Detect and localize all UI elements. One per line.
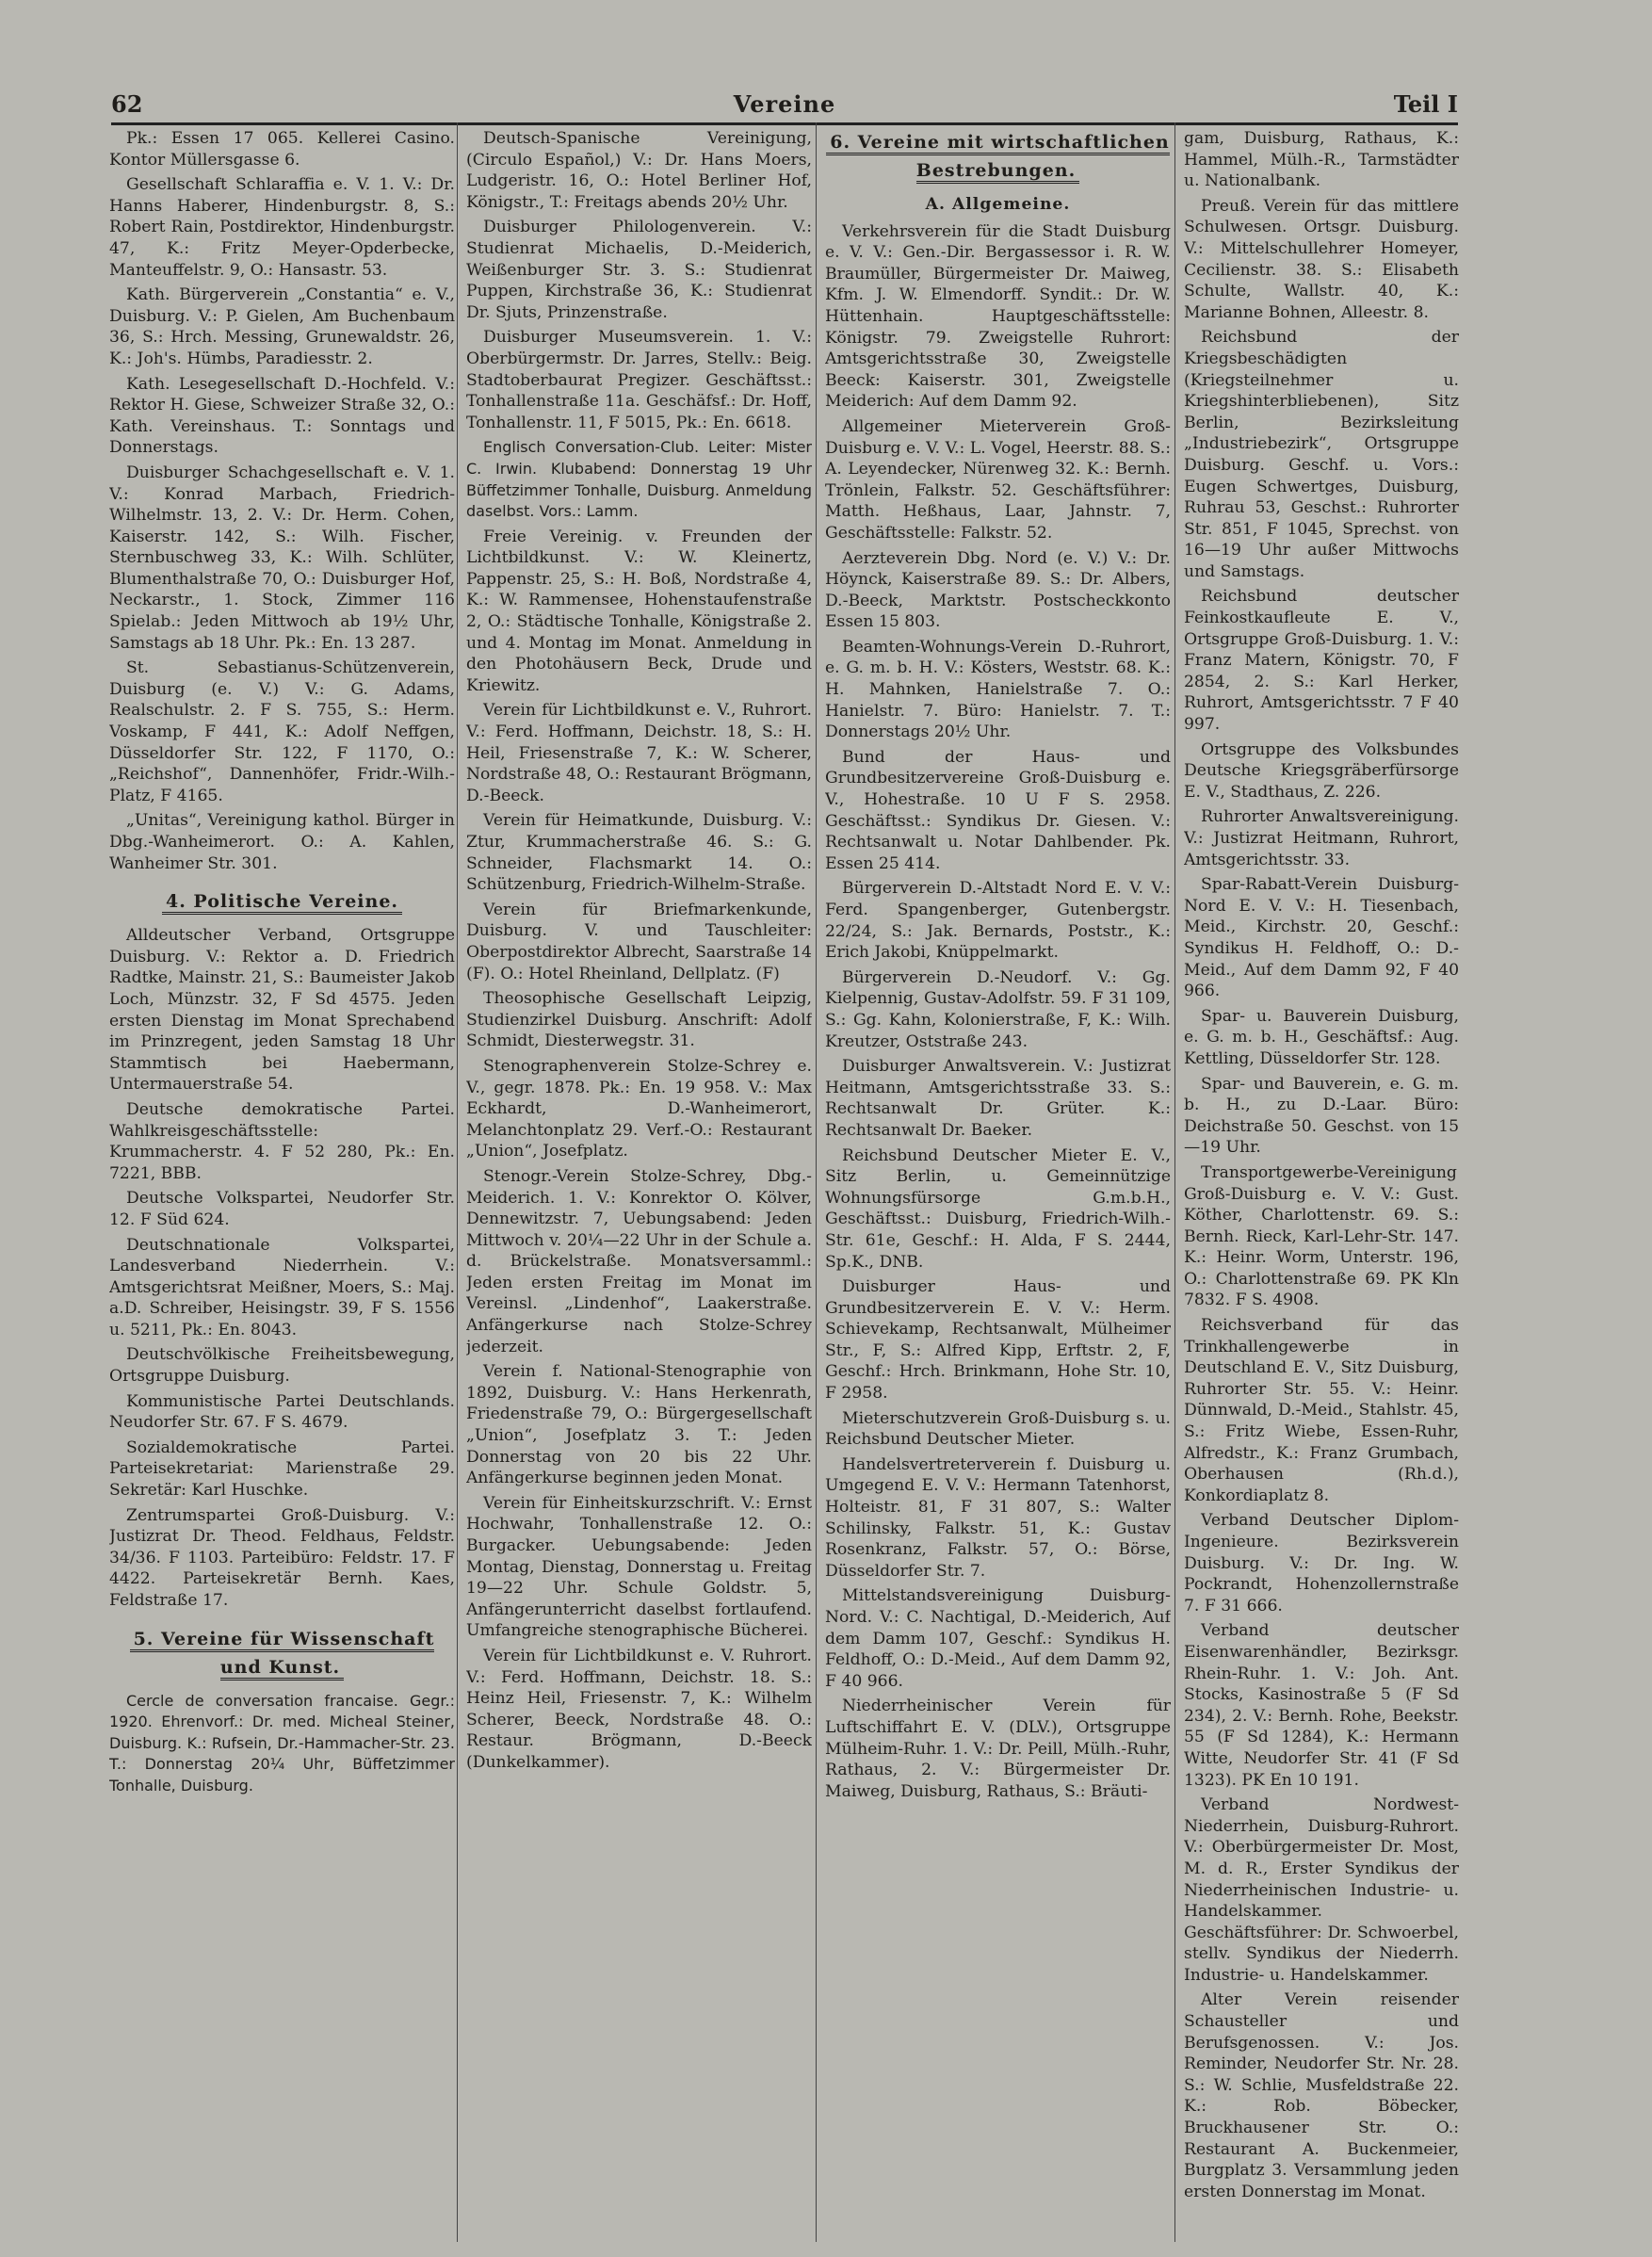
entry: Reichsverband für das Trinkhallengewerbe in Deutschland E. V., Sitz Duisburg, Ruhrorter Str. 55. V.: Heinr. Dünnwald, D.-Meid., Stahlstr. 45, S.: Fritz Wiebe, Essen-Ruhr, Alfredstr., K.: Franz Grumbach, Oberhausen (Rh.d.), Konkordiaplatz 8.: [1184, 1316, 1459, 1505]
entry: Verkehrsverein für die Stadt Duisburg e. V. V.: Gen.-Dir. Bergassessor i. R. W. Braumüller, Bürgermeister Dr. Maiweg, Kfm. J. W. Elmendorff. Syndit.: Dr. W. Hüttenhain. Hauptgeschäftsstelle: Königstr. 79. Zweigstelle Ruhrort: Amtsgerichtsstraße 30, Zweigstelle Beeck: Kaiserstr. 301, Zweigstelle Meiderich: Auf dem Damm 92.: [825, 221, 1171, 412]
entry: Spar- und Bauverein, e. G. m. b. H., zu D.-Laar. Büro: Deichstraße 50. Geschst. von 15—19 Uhr.: [1184, 1074, 1459, 1158]
entry: St. Sebastianus-Schützenverein, Duisburg (e. V.) V.: G. Adams, Realschulstr. 2. F S. 755, S.: Herm. Voskamp, F 441, K.: Adolf Neffgen, Düsseldorfer Str. 122, F 1170, O.: „Reichshof“, Dannenhöfer, Fridr.-Wilh.-Platz, F 4165.: [109, 658, 455, 805]
entry: Reichsbund der Kriegsbeschädigten (Kriegsteilnehmer u. Kriegshinterbliebenen), Sitz Berlin, Bezirksleitung „Industriebezirk“, Ortsgruppe Duisburg. Geschf. u. Vors.: Eugen Schwertges, Duisburg, Ruhrau 53, Geschst.: Ruhrorter Str. 851, F 1045, Sprechst. von 16—19 Uhr außer Mittwochs und Samstags.: [1184, 328, 1459, 581]
entry: Handelsvertreterverein f. Duisburg u. Umgegend E. V. V.: Hermann Tatenhorst, Holteistr. 81, F 31 807, S.: Walter Schilinsky, Falkstr. 51, K.: Gustav Rosenkranz, Falkstr. 57, O.: Börse, Düsseldorfer Str. 7.: [825, 1454, 1171, 1581]
entry: Duisburger Anwaltsverein. V.: Justizrat Heitmann, Amtsgerichtsstraße 33. S.: Rechtsanwalt Dr. Grüter. K.: Rechtsanwalt Dr. Baeker.: [825, 1057, 1171, 1140]
page-part: Teil I: [1393, 90, 1458, 118]
entry: Verein für Briefmarkenkunde, Duisburg. V. und Tauschleiter: Oberpostdirektor Albrecht, Saarstraße 14 (F). O.: Hotel Rheinland, Dellplatz. (F): [466, 900, 812, 983]
entry: Bürgerverein D.-Neudorf. V.: Gg. Kielpennig, Gustav-Adolfstr. 59. F 31 109, S.: Gg. Kahn, Kolonierstraße, F, K.: Wilh. Kreutzer, Oststraße 243.: [825, 967, 1171, 1051]
entry: Kath. Lesegesellschaft D.-Hochfeld. V.: Rektor H. Giese, Schweizer Straße 32, O.: Kath. Vereinshaus. T.: Sonntags und Donnerstags.: [109, 374, 455, 458]
entry: Spar-Rabatt-Verein Duisburg-Nord E. V. V.: H. Tiesenbach, Meid., Kirchstr. 20, Geschf.: Syndikus H. Feldhoff, O.: D.-Meid., Auf dem Damm 92, F 40 966.: [1184, 875, 1459, 1001]
entry: Beamten-Wohnungs-Verein D.-Ruhrort, e. G. m. b. H. V.: Kösters, Weststr. 68. K.: H. Mahnken, Hanielstraße 7. O.: Hanielstr. 7. Büro: Hanielstr. 7. T.: Donnerstags 20½ Uhr.: [825, 637, 1171, 742]
entry: Verein f. National-Stenographie von 1892, Duisburg. V.: Hans Herkenrath, Friedenstraße 79, O.: Bürgergesellschaft „Union“, Josefplatz 3. T.: Jeden Donnerstag von 20 bis 22 Uhr. Anfängerkurse beginnen jeden Monat.: [466, 1362, 812, 1488]
entry: Kommunistische Partei Deutschlands. Neudorfer Str. 67. F S. 4679.: [109, 1391, 455, 1433]
entry: „Unitas“, Vereinigung kathol. Bürger in Dbg.-Wanheimerort. O.: A. Kahlen, Wanheimer Str. 301.: [109, 811, 455, 873]
column-3: [825, 128, 1171, 2243]
entry: Pk.: Essen 17 065. Kellerei Casino. Kontor Müllersgasse 6.: [109, 129, 455, 170]
entry: Verein für Lichtbildkunst e. V. Ruhrort. V.: Ferd. Hoffmann, Deichstr. 18. S.: Heinz Heil, Friesenstr. 7, K.: Wilhelm Scherer, Beeck, Nordstraße 48. O.: Restaur. Brögmann, D.-Beeck (Dunkelkammer).: [466, 1646, 812, 1772]
entry: Preuß. Verein für das mittlere Schulwesen. Ortsgr. Duisburg. V.: Mittelschullehrer Homeyer, Cecilienstr. 38. S.: Elisabeth Schulte, Wallstr. 40, K.: Marianne Bohnen, Alleestr. 8.: [1184, 196, 1459, 322]
entry: Allgemeiner Mieterverein Groß-Duisburg e. V. V.: L. Vogel, Heerstr. 88. S.: A. Leyendecker, Nürenweg 32. K.: Bernh. Trönlein, Falkstr. 52. Geschäftsführer: Matth. Heßhaus, Laar, Jahnstr. 7, Geschäftsstelle: Falkstr. 52.: [825, 416, 1171, 543]
entry: Verein für Einheitskurzschrift. V.: Ernst Hochwahr, Tonhallenstraße 12. O.: Burgacker. Uebungsabende: Jeden Montag, Dienstag, Donnerstag u. Freitag 19—22 Uhr. Schule Goldstr. 5, Anfängerunterricht daselbst fortlaufend. Umfangreiche stenographische Bücherei.: [466, 1493, 812, 1641]
entry: Kath. Bürgerverein „Constantia“ e. V., Duisburg. V.: P. Gielen, Am Buchenbaum 36, S.: Hrch. Messing, Grunewaldstr. 26, K.: Joh's. Hümbs, Paradiesstr. 2.: [109, 285, 455, 368]
entry: Verband Deutscher Diplom-Ingenieure. Bezirksverein Duisburg. V.: Dr. Ing. W. Pockrandt, Hohenzollernstraße 7. F 31 666.: [1184, 1511, 1459, 1616]
entry: Reichsbund Deutscher Mieter E. V., Sitz Berlin, u. Gemeinnützige Wohnungsfürsorge G.m.b.H., Geschäftsst.: Duisburg, Friedrich-Wilh.-Str. 61e, Geschf.: H. Alda, F S. 2444, Sp.K., DNB.: [825, 1145, 1171, 1272]
page-number: 62: [111, 90, 143, 118]
entry: Englisch Conversation-Club. Leiter: Mister C. Irwin. Klubabend: Donnerstag 19 Uhr Büffetzimmer Tonhalle, Duisburg. Anmeldung daselbst. Vors.: Lamm.: [466, 438, 812, 521]
entry: Spar- u. Bauverein Duisburg, e. G. m. b. H., Geschäftsf.: Aug. Kettling, Düsseldorfer Str. 128.: [1184, 1006, 1459, 1068]
column-divider: [816, 122, 817, 2242]
entry: Transportgewerbe-Vereinigung Groß-Duisburg e. V. V.: Gust. Köther, Charlottenstr. 69. S.: Bernh. Rieck, Karl-Lehr-Str. 147. K.: Heinr. Worm, Unterstr. 196, O.: Charlottenstraße 69. PK Kln 7832. F S. 4908.: [1184, 1162, 1459, 1310]
entry: Mieterschutzverein Groß-Duisburg s. u. Reichsbund Deutscher Mieter.: [825, 1408, 1171, 1450]
column-divider: [1174, 122, 1175, 2242]
entry: Aerzteverein Dbg. Nord (e. V.) V.: Dr. Höynck, Kaiserstraße 89. S.: Dr. Albers, D.-Beeck, Marktstr. Postscheckkonto Essen 15 803.: [825, 548, 1171, 632]
section-heading: [825, 128, 1171, 185]
entry: Cercle de conversation francaise. Gegr.: 1920. Ehrenvorf.: Dr. med. Micheal Steiner, Duisburg. K.: Rufsein, Dr.-Hammacher-Str. 23. T.: Donnerstag 20¼ Uhr, Büffetzimmer Tonhalle, Duisburg.: [109, 1691, 455, 1794]
entry: Deutschvölkische Freiheitsbewegung, Ortsgruppe Duisburg.: [109, 1345, 455, 1387]
entry: Deutsche demokratische Partei. Wahlkreisgeschäftsstelle: Krummacherstr. 4. F 52 280, Pk.: En. 7221, BBB.: [109, 1099, 455, 1183]
section-heading-text: 5. Vereine für Wissenschaft und Kunst.: [130, 1629, 435, 1681]
entry: Duisburger Schachgesellschaft e. V. 1. V.: Konrad Marbach, Friedrich-Wilhelmstr. 13, 2. V.: Dr. Herm. Cohen, Kaiserstr. 142, S.: Wilh. Fischer, Sternbuschweg 33, K.: Wilh. Schlüter, Blumenthalstraße 70, O.: Duisburger Hof, Neckarstr., 1. Stock, Zimmer 116 Spielab.: Jeden Mittwoch ab 19½ Uhr, Samstags ab 18 Uhr. Pk.: En. 13 287.: [109, 463, 455, 653]
entry: Duisburger Philologenverein. V.: Studienrat Michaelis, D.-Meiderich, Weißenburger Str. 3. S.: Studienrat Puppen, Kirchstraße 36, K.: Studienrat Dr. Sjuts, Prinzenstraße.: [466, 218, 812, 322]
entry: Ruhrorter Anwaltsvereinigung. V.: Justizrat Heitmann, Ruhrort, Amtsgerichtsstr. 33.: [1184, 807, 1459, 869]
section-heading: [109, 1625, 455, 1681]
entry: Deutsch-Spanische Vereinigung, (Circulo Español,) V.: Dr. Hans Moers, Ludgeristr. 16, O.: Hotel Berliner Hof, Königstr., T.: Freitags abends 20½ Uhr.: [466, 129, 812, 212]
page-header: [111, 87, 1458, 125]
column-1: [109, 128, 455, 2243]
entry: Sozialdemokratische Partei. Parteisekretariat: Marienstraße 29. Sekretär: Karl Huschke.: [109, 1437, 455, 1501]
entry: Deutschnationale Volkspartei, Landesverband Niederrhein. V.: Amtsgerichtsrat Meißner, Moers, S.: Maj. a.D. Schreiber, Heisingstr. 39, F S. 1556 u. 5211, Pk.: En. 8043.: [109, 1235, 455, 1340]
entry: Verein für Lichtbildkunst e. V., Ruhrort. V.: Ferd. Hoffmann, Deichstr. 18, S.: H. Heil, Friesenstraße 7, K.: W. Scherer, Nordstraße 48, O.: Restaurant Brögmann, D.-Beeck.: [466, 701, 812, 805]
entry: gam, Duisburg, Rathaus, K.: Hammel, Mülh.-R., Tarmstädter u. Nationalbank.: [1184, 129, 1459, 191]
entry: Verein für Heimatkunde, Duisburg. V.: Ztur, Krummacherstraße 46. S.: G. Schneider, Flachsmarkt 14. O.: Schützenburg, Friedrich-Wilhelm-Straße.: [466, 811, 812, 895]
entry: Alter Verein reisender Schausteller und Berufsgenossen. V.: Jos. Reminder, Neudorfer Str. Nr. 28. S.: W. Schlie, Musfeldstraße 22. K.: Rob. Böbecker, Bruckhausener Str. O.: Restaurant A. Buckenmeier, Burgplatz 3. Versammlung jeden ersten Donnerstag im Monat.: [1184, 1990, 1459, 2201]
entry: Niederrheinischer Verein für Luftschiffahrt E. V. (DLV.), Ortsgruppe Mülheim-Ruhr. 1. V.: Dr. Peill, Mülh.-Ruhr, Rathaus, 2. V.: Bürgermeister Dr. Maiweg, Duisburg, Rathaus, S.: Bräuti-: [825, 1697, 1171, 1801]
subsection-heading: A. Allgemeine.: [925, 195, 1071, 214]
page-title: Vereine: [733, 90, 836, 118]
section-heading-text: 4. Politische Vereine.: [162, 891, 402, 915]
entry: Deutsche Volkspartei, Neudorfer Str. 12. F Süd 624.: [109, 1189, 455, 1229]
entry: Bürgerverein D.-Altstadt Nord E. V. V.: Ferd. Spangenberger, Gutenbergstr. 22/24, S.: Jak. Bernards, Poststr., K.: Erich Jakobi, Knüppelmarkt.: [825, 879, 1171, 963]
column-2: [466, 128, 812, 2243]
entry: Bund der Haus- und Grundbesitzervereine Groß-Duisburg e. V., Hohestraße. 10 U F S. 2958. Geschäftsst.: Syndikus Dr. Giesen. V.: Rechtsanwalt u. Notar Dahlbender. Pk. Essen 25 414.: [825, 747, 1171, 873]
entry: Stenogr.-Verein Stolze-Schrey, Dbg.-Meiderich. 1. V.: Konrektor O. Kölver, Dennewitzstr. 7, Uebungsabend: Jeden Mittwoch v. 20¼—22 Uhr in der Schule a. d. Brückelstraße. Monatsversamml.: Jeden ersten Freitag im Monat im Vereinsl. „Lindenhof“, Laakerstraße. Anfängerkurse nach Stolze-Schrey jederzeit.: [466, 1166, 812, 1356]
entry: Freie Vereinig. v. Freunden der Lichtbildkunst. V.: W. Kleinertz, Pappenstr. 25, S.: H. Boß, Nordstraße 4, K.: W. Rammensee, Hohenstaufenstraße 2, O.: Städtische Tonhalle, Königstraße 2. und 4. Montag im Monat. Anmeldung in den Photohäusern Beck, Drude und Kriewitz.: [466, 527, 812, 695]
entry: Gesellschaft Schlaraffia e. V. 1. V.: Dr. Hanns Haberer, Hindenburgstr. 8, S.: Robert Rain, Postdirektor, Hindenburgstr. 47, K.: Fritz Meyer-Opderbecke, Manteuffelstr. 9, O.: Hansastr. 53.: [109, 175, 455, 280]
entry: Theosophische Gesellschaft Leipzig, Studienzirkel Duisburg. Anschrift: Adolf Schmidt, Diesterwegstr. 31.: [466, 989, 812, 1051]
column-divider: [457, 122, 458, 2242]
column-4: [1184, 128, 1459, 2243]
entry: Zentrumspartei Groß-Duisburg. V.: Justizrat Dr. Theod. Feldhaus, Feldstr. 34/36. F 1103. Parteibüro: Feldstr. 17. F 4422. Parteisekretär Bernh. Kaes, Feldstraße 17.: [109, 1505, 455, 1610]
entry: Duisburger Museumsverein. 1. V.: Oberbürgermstr. Dr. Jarres, Stellv.: Beig. Stadtoberbaurat Pregizer. Geschäftsst.: Tonhallenstraße 11a. Geschäfsf.: Dr. Hoff, Tonhallenstr. 11, F 5015, Pk.: En. 6618.: [466, 328, 812, 432]
entry: Stenographenverein Stolze-Schrey e. V., gegr. 1878. Pk.: En. 19 958. V.: Max Eckhardt, D.-Wanheimerort, Melanchtonplatz 29. Verf.-O.: Restaurant „Union“, Josefplatz.: [466, 1056, 812, 1161]
entry: Ortsgruppe des Volksbundes Deutsche Kriegsgräberfürsorge E. V., Stadthaus, Z. 226.: [1184, 739, 1459, 802]
section-heading-text: 6. Vereine mit wirtschaftlichen Bestrebungen.: [826, 132, 1170, 184]
entry: Duisburger Haus- und Grundbesitzerverein E. V. V.: Herm. Schievekamp, Rechtsanwalt, Mülheimer Str., F, S.: Alfred Kipp, Erftstr. 2, F, Geschf.: Hrch. Brinkmann, Hohe Str. 10, F 2958.: [825, 1277, 1171, 1404]
section-heading: [109, 887, 455, 916]
entry: Alldeutscher Verband, Ortsgruppe Duisburg. V.: Rektor a. D. Friedrich Radtke, Mainstr. 21, S.: Baumeister Jakob Loch, Münzstr. 32, F Sd 4575. Jeden ersten Dienstag im Monat Sprechabend im Prinzregent, jeden Samstag 18 Uhr Stammtisch bei Haebermann, Untermauerstraße 54.: [109, 926, 455, 1095]
entry: Mittelstandsvereinigung Duisburg-Nord. V.: C. Nachtigal, D.-Meiderich, Auf dem Damm 107, Geschf.: Syndikus H. Feldhoff, O.: D.-Meid., Auf dem Damm 92, F 40 966.: [825, 1586, 1171, 1691]
entry: Verband deutscher Eisenwarenhändler, Bezirksgr. Rhein-Ruhr. 1. V.: Joh. Ant. Stocks, Kasinostraße 5 (F Sd 234), 2. V.: Bernh. Rohe, Beekstr. 55 (F Sd 1284), K.: Hermann Witte, Neudorfer Str. 41 (F Sd 1323). PK En 10 191.: [1184, 1621, 1459, 1790]
entry: Verband Nordwest-Niederrhein, Duisburg-Ruhrort. V.: Oberbürgermeister Dr. Most, M. d. R., Erster Syndikus der Niederrheinischen Industrie- u. Handelskammer. Geschäftsführer: Dr. Schwoerbel, stellv. Syndikus der Niederrh. Industrie- u. Handelskammer.: [1184, 1795, 1459, 1985]
entry: Reichsbund deutscher Feinkostkaufleute E. V., Ortsgruppe Groß-Duisburg. 1. V.: Franz Matern, Königstr. 70, F 2854, 2. S.: Karl Herker, Ruhrort, Amtsgerichtsstr. 7 F 40 997.: [1184, 587, 1459, 735]
